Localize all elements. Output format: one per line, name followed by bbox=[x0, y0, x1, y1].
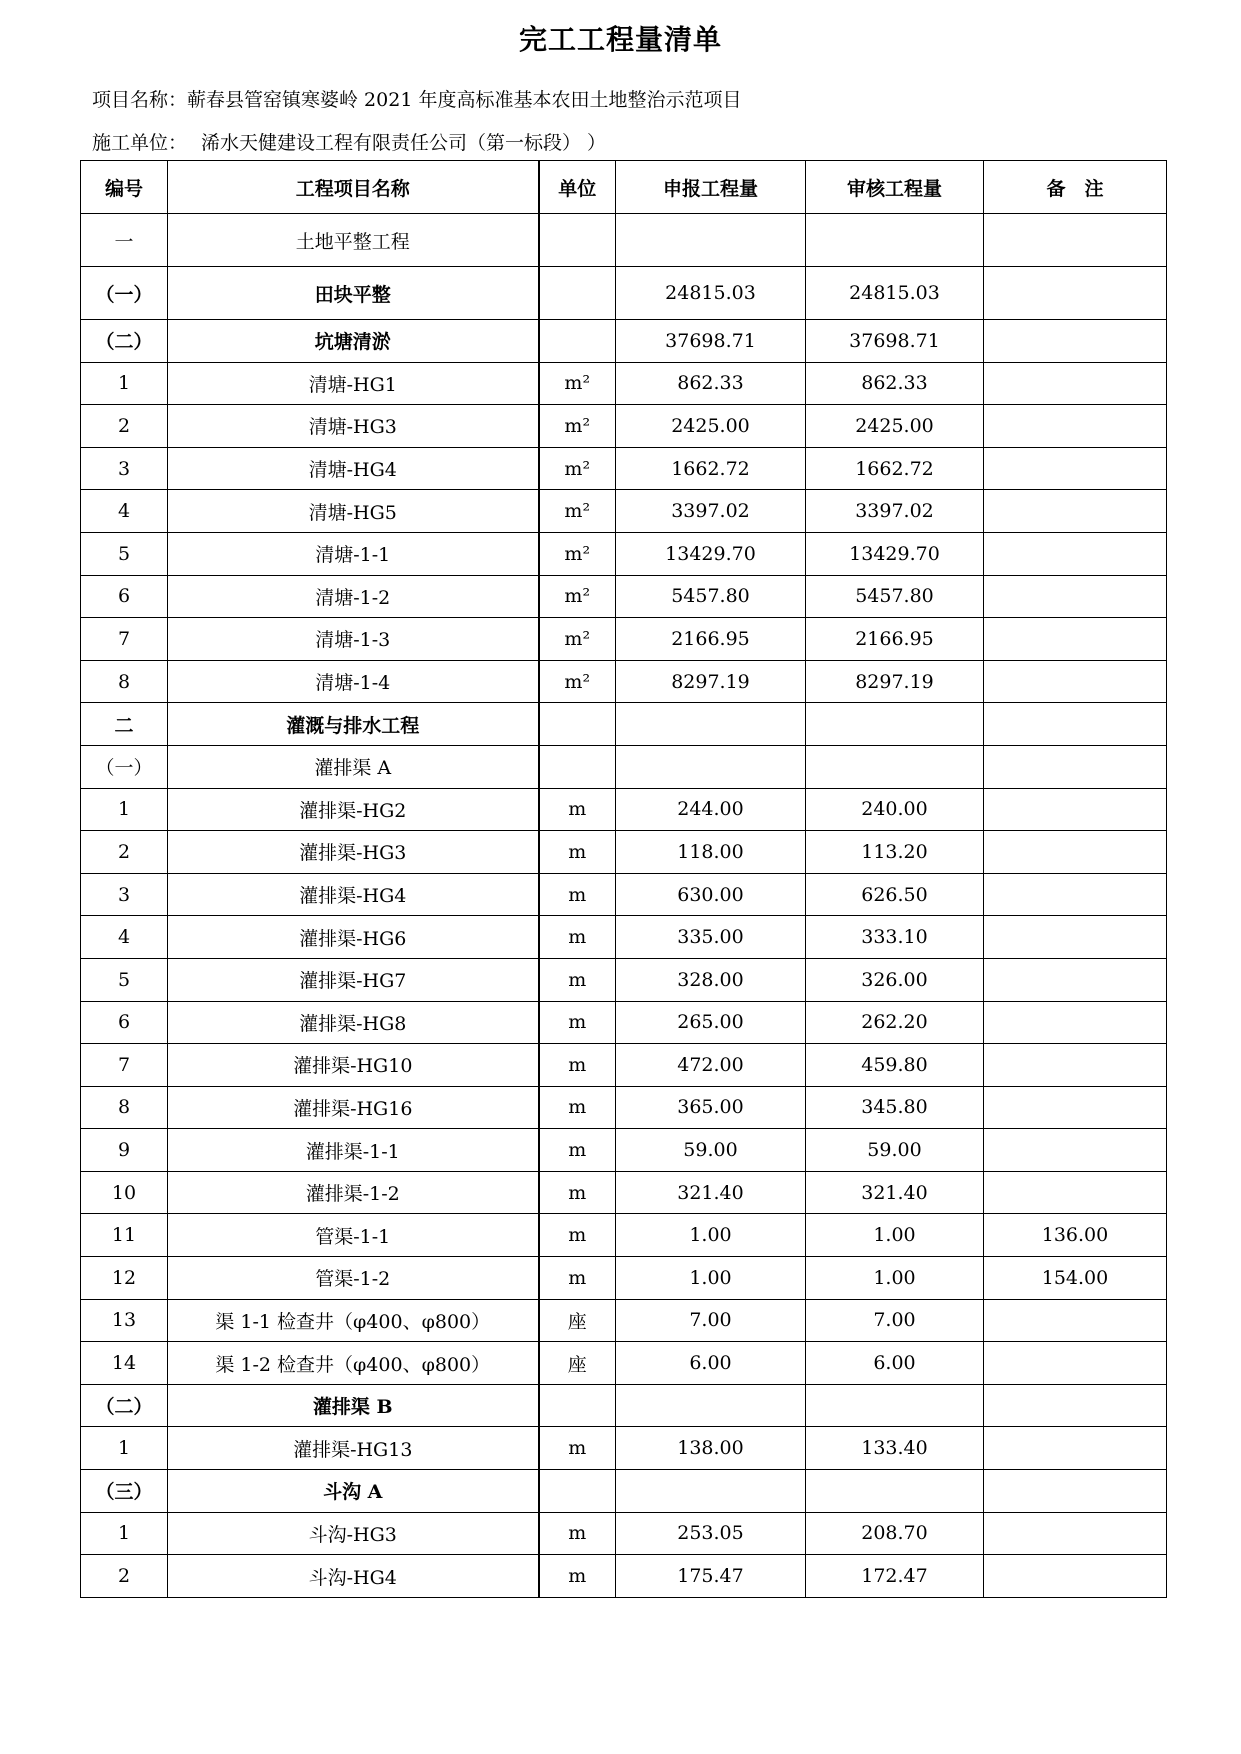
cell-audited: 37698.71 bbox=[806, 320, 984, 363]
cell-name: 灌排渠-1-2 bbox=[168, 1171, 539, 1214]
cell-declared: 175.47 bbox=[616, 1555, 806, 1598]
cell-no: （二） bbox=[81, 1384, 168, 1427]
cell-declared: 244.00 bbox=[616, 788, 806, 831]
cell-audited: 7.00 bbox=[806, 1299, 984, 1342]
cell-remark bbox=[984, 618, 1167, 661]
table-row bbox=[81, 1470, 1167, 1513]
cell-remark bbox=[984, 916, 1167, 959]
cell-name: 斗沟-HG3 bbox=[168, 1512, 539, 1555]
cell-declared: 335.00 bbox=[616, 916, 806, 959]
cell-remark bbox=[984, 831, 1167, 874]
cell-unit: m bbox=[539, 1086, 616, 1129]
table-row bbox=[81, 575, 1167, 618]
quantity-table bbox=[80, 160, 1167, 1598]
cell-name: 管渠-1-1 bbox=[168, 1214, 539, 1257]
cell-audited: 5457.80 bbox=[806, 575, 984, 618]
cell-no: 1 bbox=[81, 788, 168, 831]
cell-name: 灌排渠 B bbox=[168, 1384, 539, 1427]
table-row bbox=[81, 320, 1167, 363]
cell-remark bbox=[984, 362, 1167, 405]
cell-name: 清塘-1-4 bbox=[168, 660, 539, 703]
cell-declared bbox=[616, 745, 806, 788]
header-name: 工程项目名称 bbox=[168, 161, 539, 214]
cell-declared: 630.00 bbox=[616, 873, 806, 916]
table-row bbox=[81, 1214, 1167, 1257]
cell-unit: m bbox=[539, 788, 616, 831]
cell-audited: 113.20 bbox=[806, 831, 984, 874]
cell-unit bbox=[539, 1384, 616, 1427]
cell-remark bbox=[984, 1299, 1167, 1342]
cell-audited: 3397.02 bbox=[806, 490, 984, 533]
cell-name: 灌排渠-HG7 bbox=[168, 958, 539, 1001]
cell-audited: 1662.72 bbox=[806, 447, 984, 490]
cell-no: 2 bbox=[81, 1555, 168, 1598]
cell-audited: 240.00 bbox=[806, 788, 984, 831]
project-line bbox=[92, 85, 741, 112]
table-row bbox=[81, 1001, 1167, 1044]
header-unit: 单位 bbox=[539, 161, 616, 214]
cell-declared: 1.00 bbox=[616, 1214, 806, 1257]
cell-declared: 6.00 bbox=[616, 1342, 806, 1385]
cell-no: 6 bbox=[81, 575, 168, 618]
table-row bbox=[81, 490, 1167, 533]
cell-unit: m bbox=[539, 1555, 616, 1598]
cell-name: 清塘-HG1 bbox=[168, 362, 539, 405]
cell-audited: 1.00 bbox=[806, 1257, 984, 1300]
cell-audited: 459.80 bbox=[806, 1044, 984, 1087]
cell-unit: m² bbox=[539, 575, 616, 618]
table-row bbox=[81, 1129, 1167, 1172]
cell-unit: m² bbox=[539, 660, 616, 703]
cell-no: 9 bbox=[81, 1129, 168, 1172]
cell-name: 清塘-HG5 bbox=[168, 490, 539, 533]
cell-unit bbox=[539, 320, 616, 363]
cell-audited: 345.80 bbox=[806, 1086, 984, 1129]
cell-audited: 1.00 bbox=[806, 1214, 984, 1257]
cell-name: 灌排渠-HG4 bbox=[168, 873, 539, 916]
table-body bbox=[81, 214, 1167, 1598]
cell-audited: 326.00 bbox=[806, 958, 984, 1001]
cell-remark bbox=[984, 660, 1167, 703]
cell-declared: 118.00 bbox=[616, 831, 806, 874]
cell-name: 清塘-1-1 bbox=[168, 532, 539, 575]
cell-audited bbox=[806, 214, 984, 267]
cell-no: 13 bbox=[81, 1299, 168, 1342]
cell-no: 5 bbox=[81, 958, 168, 1001]
table-row bbox=[81, 532, 1167, 575]
cell-no: 1 bbox=[81, 1512, 168, 1555]
table-row bbox=[81, 405, 1167, 448]
cell-audited: 172.47 bbox=[806, 1555, 984, 1598]
cell-audited: 2166.95 bbox=[806, 618, 984, 661]
cell-no: （一） bbox=[81, 745, 168, 788]
cell-declared: 472.00 bbox=[616, 1044, 806, 1087]
cell-name: 清塘-HG3 bbox=[168, 405, 539, 448]
cell-remark bbox=[984, 1001, 1167, 1044]
project-name: 蕲春县管窑镇寒婆岭 2021 年度高标准基本农田土地整治示范项目 bbox=[187, 89, 742, 111]
cell-remark bbox=[984, 1171, 1167, 1214]
cell-audited: 208.70 bbox=[806, 1512, 984, 1555]
cell-unit: m² bbox=[539, 362, 616, 405]
cell-audited: 8297.19 bbox=[806, 660, 984, 703]
cell-no: 5 bbox=[81, 532, 168, 575]
cell-unit: m² bbox=[539, 405, 616, 448]
table-row bbox=[81, 1299, 1167, 1342]
contractor-name: 浠水天健建设工程有限责任公司（第一标段） ） bbox=[201, 132, 607, 154]
cell-declared: 3397.02 bbox=[616, 490, 806, 533]
cell-audited: 626.50 bbox=[806, 873, 984, 916]
cell-audited bbox=[806, 745, 984, 788]
cell-unit: m bbox=[539, 1512, 616, 1555]
table-row bbox=[81, 214, 1167, 267]
table-row bbox=[81, 1555, 1167, 1598]
header-audited: 审核工程量 bbox=[806, 161, 984, 214]
cell-declared: 59.00 bbox=[616, 1129, 806, 1172]
cell-name: 灌排渠-HG3 bbox=[168, 831, 539, 874]
cell-unit: m bbox=[539, 831, 616, 874]
cell-declared: 13429.70 bbox=[616, 532, 806, 575]
cell-declared bbox=[616, 703, 806, 746]
cell-declared: 24815.03 bbox=[616, 267, 806, 320]
cell-remark bbox=[984, 1384, 1167, 1427]
cell-no: 7 bbox=[81, 1044, 168, 1087]
cell-no: 3 bbox=[81, 447, 168, 490]
cell-name: 灌排渠-HG8 bbox=[168, 1001, 539, 1044]
cell-declared: 7.00 bbox=[616, 1299, 806, 1342]
cell-declared: 5457.80 bbox=[616, 575, 806, 618]
table-row bbox=[81, 831, 1167, 874]
cell-remark bbox=[984, 1044, 1167, 1087]
cell-remark bbox=[984, 958, 1167, 1001]
cell-audited: 2425.00 bbox=[806, 405, 984, 448]
cell-remark bbox=[984, 788, 1167, 831]
cell-name: 管渠-1-2 bbox=[168, 1257, 539, 1300]
cell-no: （二） bbox=[81, 320, 168, 363]
cell-declared bbox=[616, 1384, 806, 1427]
cell-declared: 1.00 bbox=[616, 1257, 806, 1300]
cell-audited bbox=[806, 1384, 984, 1427]
cell-name: 清塘-1-3 bbox=[168, 618, 539, 661]
project-label: 项目名称： bbox=[92, 89, 188, 111]
cell-remark bbox=[984, 703, 1167, 746]
cell-unit: m bbox=[539, 1171, 616, 1214]
cell-unit: 座 bbox=[539, 1342, 616, 1385]
cell-name: 灌排渠-HG2 bbox=[168, 788, 539, 831]
cell-no: 4 bbox=[81, 490, 168, 533]
cell-no: 8 bbox=[81, 1086, 168, 1129]
table-row bbox=[81, 703, 1167, 746]
cell-no: 12 bbox=[81, 1257, 168, 1300]
cell-no: 4 bbox=[81, 916, 168, 959]
cell-remark bbox=[984, 447, 1167, 490]
cell-name: 灌排渠-HG13 bbox=[168, 1427, 539, 1470]
cell-unit: 座 bbox=[539, 1299, 616, 1342]
cell-declared: 37698.71 bbox=[616, 320, 806, 363]
cell-remark bbox=[984, 873, 1167, 916]
cell-unit: m² bbox=[539, 618, 616, 661]
cell-remark bbox=[984, 575, 1167, 618]
cell-name: 灌排渠-HG16 bbox=[168, 1086, 539, 1129]
table-row bbox=[81, 362, 1167, 405]
cell-no: （三） bbox=[81, 1470, 168, 1513]
cell-name: 土地平整工程 bbox=[168, 214, 539, 267]
cell-name: 清塘-HG4 bbox=[168, 447, 539, 490]
table-row bbox=[81, 1384, 1167, 1427]
cell-unit bbox=[539, 703, 616, 746]
cell-declared: 328.00 bbox=[616, 958, 806, 1001]
table-row bbox=[81, 873, 1167, 916]
cell-audited: 333.10 bbox=[806, 916, 984, 959]
cell-name: 渠 1-1 检查井（φ400、φ800） bbox=[168, 1299, 539, 1342]
cell-audited: 59.00 bbox=[806, 1129, 984, 1172]
cell-remark bbox=[984, 320, 1167, 363]
cell-unit: m² bbox=[539, 490, 616, 533]
cell-no: 10 bbox=[81, 1171, 168, 1214]
cell-remark bbox=[984, 745, 1167, 788]
cell-name: 斗沟 A bbox=[168, 1470, 539, 1513]
cell-no: 6 bbox=[81, 1001, 168, 1044]
table-header-row bbox=[81, 161, 1167, 214]
cell-remark bbox=[984, 1086, 1167, 1129]
table-row bbox=[81, 1427, 1167, 1470]
cell-remark bbox=[984, 532, 1167, 575]
cell-remark bbox=[984, 214, 1167, 267]
cell-name: 渠 1-2 检查井（φ400、φ800） bbox=[168, 1342, 539, 1385]
cell-declared: 862.33 bbox=[616, 362, 806, 405]
cell-remark: 136.00 bbox=[984, 1214, 1167, 1257]
cell-audited: 262.20 bbox=[806, 1001, 984, 1044]
cell-audited: 862.33 bbox=[806, 362, 984, 405]
cell-no: 11 bbox=[81, 1214, 168, 1257]
cell-unit: m bbox=[539, 1001, 616, 1044]
cell-name: 斗沟-HG4 bbox=[168, 1555, 539, 1598]
table-row bbox=[81, 618, 1167, 661]
cell-unit bbox=[539, 214, 616, 267]
header-declared: 申报工程量 bbox=[616, 161, 806, 214]
cell-remark bbox=[984, 490, 1167, 533]
cell-remark bbox=[984, 1427, 1167, 1470]
table-row bbox=[81, 1044, 1167, 1087]
cell-name: 灌排渠-HG6 bbox=[168, 916, 539, 959]
cell-name: 灌排渠-HG10 bbox=[168, 1044, 539, 1087]
cell-remark: 154.00 bbox=[984, 1257, 1167, 1300]
page-title: 完工工程量清单 bbox=[518, 23, 722, 56]
cell-audited: 321.40 bbox=[806, 1171, 984, 1214]
cell-remark bbox=[984, 1129, 1167, 1172]
cell-no: 1 bbox=[81, 362, 168, 405]
cell-declared bbox=[616, 214, 806, 267]
cell-remark bbox=[984, 1342, 1167, 1385]
cell-unit bbox=[539, 745, 616, 788]
cell-unit: m bbox=[539, 1044, 616, 1087]
table-row bbox=[81, 916, 1167, 959]
table-row bbox=[81, 1512, 1167, 1555]
table-row bbox=[81, 447, 1167, 490]
cell-audited: 13429.70 bbox=[806, 532, 984, 575]
cell-unit: m bbox=[539, 873, 616, 916]
table-row bbox=[81, 788, 1167, 831]
cell-no: 14 bbox=[81, 1342, 168, 1385]
cell-declared: 138.00 bbox=[616, 1427, 806, 1470]
table-row bbox=[81, 745, 1167, 788]
cell-name: 灌排渠-1-1 bbox=[168, 1129, 539, 1172]
cell-unit: m bbox=[539, 1427, 616, 1470]
table-row bbox=[81, 1086, 1167, 1129]
cell-audited: 133.40 bbox=[806, 1427, 984, 1470]
cell-audited bbox=[806, 1470, 984, 1513]
contractor-label: 施工单位： bbox=[92, 132, 188, 154]
table-row bbox=[81, 660, 1167, 703]
cell-declared: 2166.95 bbox=[616, 618, 806, 661]
cell-no: 二 bbox=[81, 703, 168, 746]
cell-audited bbox=[806, 703, 984, 746]
cell-name: 灌排渠 A bbox=[168, 745, 539, 788]
cell-name: 灌溉与排水工程 bbox=[168, 703, 539, 746]
table-row bbox=[81, 1171, 1167, 1214]
cell-no: 一 bbox=[81, 214, 168, 267]
cell-unit: m² bbox=[539, 447, 616, 490]
cell-unit bbox=[539, 267, 616, 320]
cell-remark bbox=[984, 1470, 1167, 1513]
cell-unit: m bbox=[539, 1257, 616, 1300]
cell-unit: m bbox=[539, 1214, 616, 1257]
cell-remark bbox=[984, 267, 1167, 320]
cell-no: 2 bbox=[81, 405, 168, 448]
table-row bbox=[81, 1342, 1167, 1385]
cell-remark bbox=[984, 1555, 1167, 1598]
cell-declared: 253.05 bbox=[616, 1512, 806, 1555]
cell-audited: 6.00 bbox=[806, 1342, 984, 1385]
cell-declared: 8297.19 bbox=[616, 660, 806, 703]
table-row bbox=[81, 267, 1167, 320]
cell-declared: 2425.00 bbox=[616, 405, 806, 448]
cell-no: （一） bbox=[81, 267, 168, 320]
header-remark: 备 注 bbox=[984, 161, 1167, 214]
cell-name: 田块平整 bbox=[168, 267, 539, 320]
cell-no: 7 bbox=[81, 618, 168, 661]
cell-no: 3 bbox=[81, 873, 168, 916]
table-row bbox=[81, 958, 1167, 1001]
cell-unit bbox=[539, 1470, 616, 1513]
cell-unit: m bbox=[539, 916, 616, 959]
cell-remark bbox=[984, 405, 1167, 448]
cell-declared: 265.00 bbox=[616, 1001, 806, 1044]
cell-name: 清塘-1-2 bbox=[168, 575, 539, 618]
contractor-line bbox=[92, 128, 606, 155]
cell-unit: m bbox=[539, 958, 616, 1001]
table-row bbox=[81, 1257, 1167, 1300]
header-no: 编号 bbox=[81, 161, 168, 214]
cell-no: 1 bbox=[81, 1427, 168, 1470]
cell-declared: 365.00 bbox=[616, 1086, 806, 1129]
cell-declared: 1662.72 bbox=[616, 447, 806, 490]
cell-audited: 24815.03 bbox=[806, 267, 984, 320]
cell-declared: 321.40 bbox=[616, 1171, 806, 1214]
cell-name: 坑塘清淤 bbox=[168, 320, 539, 363]
cell-remark bbox=[984, 1512, 1167, 1555]
cell-unit: m bbox=[539, 1129, 616, 1172]
cell-no: 2 bbox=[81, 831, 168, 874]
cell-no: 8 bbox=[81, 660, 168, 703]
cell-declared bbox=[616, 1470, 806, 1513]
cell-unit: m² bbox=[539, 532, 616, 575]
